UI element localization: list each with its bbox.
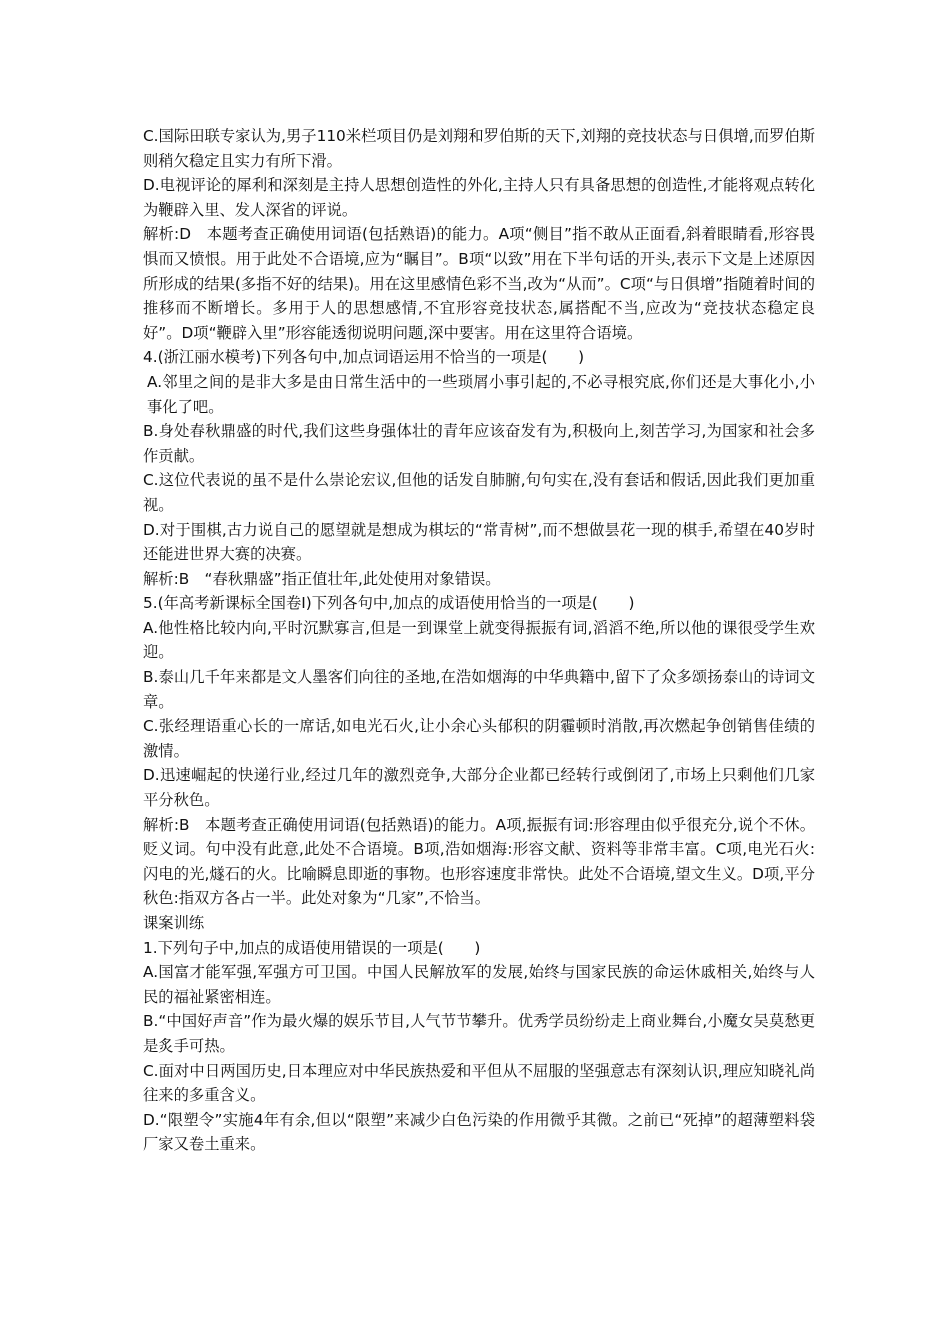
t1-option-d: D.“限塑令”实施4年有余,但以“限塑”来减少白色污染的作用微乎其微。之前已“死掉”的超薄塑料袋厂家又卷土重来。 [143, 1110, 815, 1154]
t1-option-c: C.面对中日两国历史,日本理应对中华民族热爱和平但从不屈服的坚强意志有深刻认识,理应知晓礼尚往来的多重含义。 [143, 1061, 815, 1105]
q5-option-c: C.张经理语重心长的一席话,如电光石火,让小余心头郁积的阴霾顿时消散,再次燃起争创销售佳绩的激情。 [143, 717, 815, 760]
analysis-4: 解析:B “春秋鼎盛”指正值壮年,此处使用对象错误。 [143, 569, 501, 588]
option-c-text: C.国际田联专家认为,男子110米栏项目仍是刘翔和罗伯斯的天下,刘翔的竞技状态与日俱增,而罗伯斯则稍欠稳定且实力有所下滑。 [143, 127, 815, 170]
section-heading: 课案训练 [143, 914, 205, 932]
q4-option-d: D.对于围棋,古力说自己的愿望就是想成为棋坛的“常青树”,而不想做昙花一现的棋手,希望在40岁时还能进世界大赛的决赛。 [143, 520, 815, 564]
training-question-1: 1.下列句子中,加点的成语使用错误的一项是( ) [143, 938, 481, 957]
q5-option-a: A.他性格比较内向,平时沉默寡言,但是一到课堂上就变得振振有词,滔滔不绝,所以他的课很受学生欢迎。 [143, 618, 815, 662]
analysis-3: 解析:D 本题考查正确使用词语(包括熟语)的能力。A项“侧目”指不敢从正面看,斜着眼睛看,形容畏惧而又愤恨。用于此处不合语境,应为“瞩目”。B项“以致”用在下半句话的开头,表示下文是上述原因所形成的结果(多指不好的结果)。用在这里感情色彩不当,改为“从而”。C项“与日俱增”指随着时间的推移而不断增长。多用于人的思想感情,不宜形容竞技状态,属搭配不当,应改为“竞技状态稳定良好”。D项“鞭辟入里”形容能透彻说明问题,深中要害。用在这里符合语境。 [143, 225, 815, 342]
t1-option-a: A.国富才能军强,军强方可卫国。中国人民解放军的发展,始终与国家民族的命运休戚相关,始终与人民的福祉紧密相连。 [143, 963, 815, 1006]
analysis-5: 解析:B 本题考查正确使用词语(包括熟语)的能力。A项,振振有词:形容理由似乎很充分,说个不休。贬义词。句中没有此意,此处不合语境。B项,浩如烟海:形容文献、资料等非常丰富。C项,电光石火:闪电的光,燧石的火。比喻瞬息即逝的事物。也形容速度非常快。此处不合语境,望文生义。D项,平分秋色:指双方各占一半。此处对象为“几家”,不恰当。 [143, 815, 815, 908]
document-page [143, 124, 815, 1157]
q5-option-d: D.迅速崛起的快递行业,经过几年的激烈竞争,大部分企业都已经转行或倒闭了,市场上只剩他们几家平分秋色。 [143, 766, 815, 810]
question-4: 4.(浙江丽水模考)下列各句中,加点词语运用不恰当的一项是( ) [143, 348, 585, 367]
question-5: 5.(年高考新课标全国卷Ⅰ)下列各句中,加点的成语使用恰当的一项是( ) [143, 594, 635, 613]
t1-option-b: B.“中国好声音”作为最火爆的娱乐节目,人气节节攀升。优秀学员纷纷走上商业舞台,小魔女吴莫愁更是炙手可热。 [143, 1012, 815, 1055]
option-d-text: D.电视评论的犀利和深刻是主持人思想创造性的外化,主持人只有具备思想的创造性,才能将观点转化为鞭辟入里、发人深省的评说。 [143, 176, 815, 219]
q4-option-c: C.这位代表说的虽不是什么崇论宏议,但他的话发自肺腑,句句实在,没有套话和假话,因此我们更加重视。 [143, 471, 815, 514]
q5-option-b: B.泰山几千年来都是文人墨客们向往的圣地,在浩如烟海的中华典籍中,留下了众多颂扬泰山的诗词文章。 [143, 668, 815, 711]
q4-option-a: A.邻里之间的是非大多是由日常生活中的一些琐屑小事引起的,不必寻根究底,你们还是大事化小,小事化了吧。 [147, 372, 815, 416]
q4-option-b: B.身处春秋鼎盛的时代,我们这些身强体壮的青年应该奋发有为,积极向上,刻苦学习,为国家和社会多作贡献。 [143, 422, 815, 465]
